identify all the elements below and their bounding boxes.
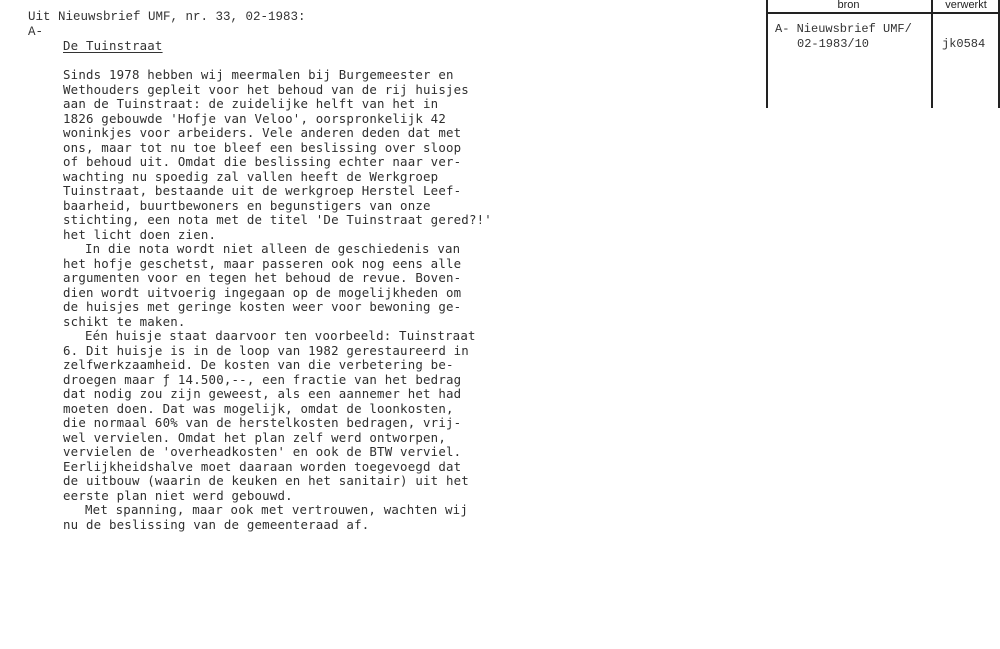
text-line: schikt te maken. — [63, 313, 186, 329]
text-line: wachting nu spoedig zal vallen heeft de Werkgroep — [63, 168, 439, 184]
text-line: het licht doen zien. — [63, 226, 217, 242]
archive-stamp — [766, 0, 1000, 108]
text-line: Wethouders gepleit voor het behoud van de rij huisjes — [63, 81, 469, 97]
article-title: De Tuinstraat — [63, 38, 163, 53]
text-line: woninkjes voor arbeiders. Vele anderen deden dat met — [63, 125, 462, 141]
stamp-bron-line: A- Nieuwsbrief UMF/ — [775, 22, 912, 36]
text-line: dien wordt uitvoerig ingegaan op de mogelijkheden om — [63, 284, 462, 300]
section-marker: A- — [28, 25, 44, 39]
stamp-header-rule — [766, 12, 1000, 14]
text-line: Eén huisje staat daarvoor ten voorbeeld: Tuinstraat — [85, 328, 476, 344]
stamp-verwerkt-code: jk0584 — [942, 37, 986, 51]
text-line: de uitbouw (waarin de keuken en het sanitair) uit het — [63, 473, 469, 489]
stamp-divider — [931, 0, 933, 108]
text-line: moeten doen. Dat was mogelijk, omdat de loonkosten, — [63, 400, 454, 416]
stamp-border-right — [998, 0, 1000, 108]
text-line: droegen maar ƒ 14.500,--, een fractie van het bedrag — [63, 371, 462, 387]
stamp-border-left — [766, 0, 768, 108]
text-line: Sinds 1978 hebben wij meermalen bij Burgemeester en — [63, 67, 454, 82]
text-line: nu de beslissing van de gemeenteraad af. — [63, 516, 370, 532]
text-line: zelfwerkzaamheid. De kosten van die verbetering be- — [63, 357, 454, 373]
article-body — [63, 68, 503, 533]
text-line: vervielen de 'overheadkosten' en ook de BTW verviel. — [63, 444, 462, 460]
text-line: stichting, een nota met de titel 'De Tuinstraat gered?!' — [63, 212, 492, 228]
stamp-header-verwerkt: verwerkt — [945, 0, 987, 11]
text-line: Tuinstraat, bestaande uit de werkgroep Herstel Leef- — [63, 183, 462, 199]
text-line: de huisjes met geringe kosten weer voor bewoning ge- — [63, 299, 462, 315]
text-line: eerste plan niet werd gebouwd. — [63, 487, 293, 503]
text-line: dat nodig zou zijn geweest, als een aannemer het had — [63, 386, 462, 402]
text-line: 1826 gebouwde 'Hofje van Veloo', oorspronkelijk 42 — [63, 110, 446, 126]
text-line: die normaal 60% van de herstelkosten bedragen, vrij- — [63, 415, 462, 431]
text-line: of behoud uit. Omdat die beslissing echter naar ver- — [63, 154, 462, 170]
text-line: Met spanning, maar ook met vertrouwen, wachten wij — [85, 502, 468, 518]
stamp-bron-line: 02-1983/10 — [797, 37, 870, 51]
text-line: Eerlijkheidshalve moet daaraan worden toegevoegd dat — [63, 458, 462, 474]
text-line: In die nota wordt niet alleen de geschiedenis van — [85, 241, 461, 257]
stamp-header-bron: bron — [837, 0, 860, 11]
text-line: ons, maar tot nu toe bleef een beslissing over sloop — [63, 139, 462, 155]
text-line: argumenten voor en tegen het behoud de revue. Boven- — [63, 270, 462, 286]
text-line: 6. Dit huisje is in de loop van 1982 gerestaureerd in — [63, 342, 469, 358]
text-line: wel vervielen. Omdat het plan zelf werd ontworpen, — [63, 429, 446, 445]
text-line: het hofje geschetst, maar passeren ook nog eens alle — [63, 255, 462, 271]
source-line: Uit Nieuwsbrief UMF, nr. 33, 02-1983: — [28, 10, 306, 24]
text-line: baarheid, buurtbewoners en begunstigers van onze — [63, 197, 431, 213]
text-line: aan de Tuinstraat: de zuidelijke helft van het in — [63, 96, 439, 112]
